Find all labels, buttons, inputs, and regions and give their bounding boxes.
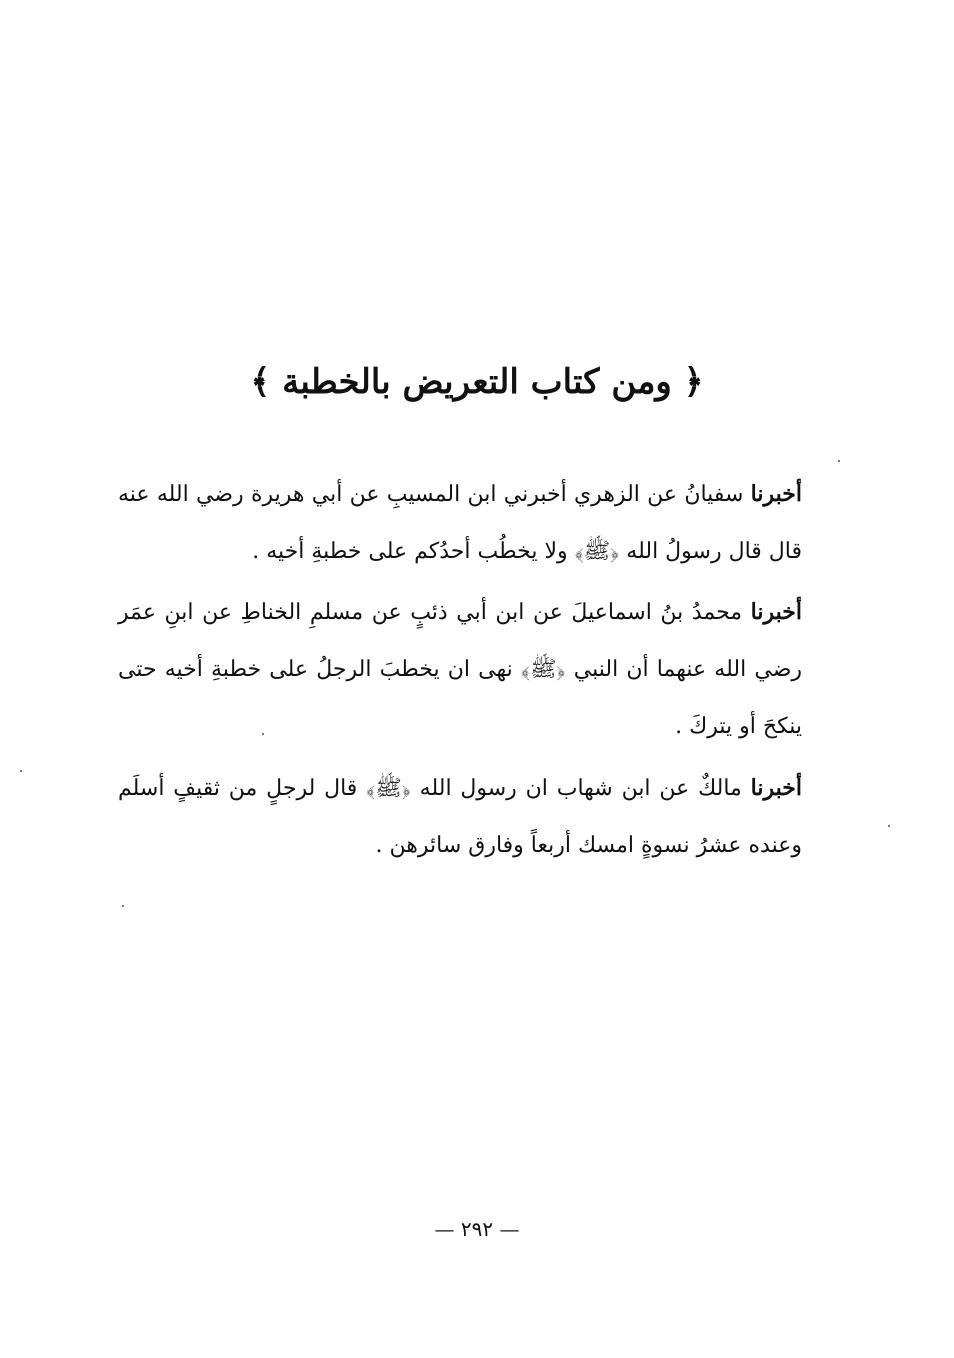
paragraph-text: مالكٌ عن ابن شهاب ان رسول الله ﴿ﷺ﴾ قال لرجلٍ من ثقيفٍ أسلَم وعنده عشرُ نسوةٍ امسك أربعاً وفارق سائرهن .	[118, 776, 802, 858]
hadith-paragraph	[118, 760, 802, 874]
chapter-title: ﴿ ومن كتاب التعريض بالخطبة ﴾	[250, 362, 704, 402]
scan-speck	[20, 770, 22, 772]
scan-speck	[838, 460, 840, 462]
paragraph-lead-word: أخبرنا	[750, 481, 802, 507]
paragraph-lead-word: أخبرنا	[750, 599, 802, 625]
hadith-paragraph	[118, 584, 802, 755]
scan-speck	[122, 905, 124, 907]
scan-speck	[888, 825, 890, 827]
page-number: — ٢٩٢ —	[434, 1217, 520, 1241]
hadith-paragraph	[118, 466, 802, 580]
paragraph-text: محمدُ بنُ اسماعيلَ عن ابن أبي ذئبٍ عن مسلمِ الخناطِ عن ابنِ عمَر رضي الله عنهما أن النبي ﴿ﷺ﴾ نهى ان يخطبَ الرجلُ على خطبةِ أخيه حتى ينكحَ أو يتركَ .	[118, 600, 802, 739]
paragraph-lead-word: أخبرنا	[750, 775, 802, 801]
scan-speck	[262, 733, 264, 735]
paragraph-text: سفيانُ عن الزهري أخبرني ابن المسيبِ عن أبي هريرة رضي الله عنه قال قال رسولُ الله ﴿ﷺ﴾ ولا يخطُب أحدُكم على خطبةِ أخيه .	[118, 482, 802, 564]
